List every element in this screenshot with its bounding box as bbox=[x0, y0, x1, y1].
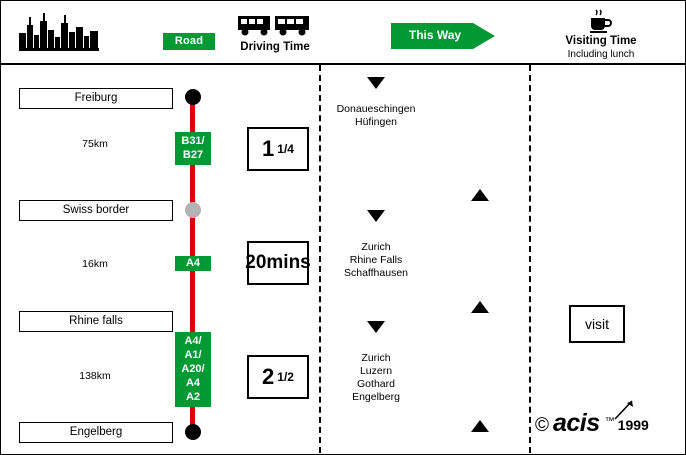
place-box: Engelberg bbox=[19, 422, 173, 443]
waypoint-group bbox=[301, 241, 451, 280]
waypoint-group bbox=[301, 352, 451, 404]
road-number-line: A2 bbox=[185, 391, 201, 403]
direction-arrow-down-icon bbox=[367, 321, 385, 333]
driving-time-box bbox=[247, 355, 309, 399]
waypoint-label: Hüfingen bbox=[354, 116, 398, 128]
road-number-line: A4 bbox=[185, 377, 201, 389]
road-number-chip: A4 bbox=[175, 256, 211, 271]
waypoint-label: Schaffhausen bbox=[343, 267, 409, 279]
direction-arrow-up-icon bbox=[471, 189, 489, 201]
waypoint-label: Rhine Falls bbox=[349, 254, 403, 266]
trademark-symbol: ™ bbox=[604, 416, 615, 427]
place-box: Rhine falls bbox=[19, 311, 173, 332]
direction-arrow-down-icon bbox=[367, 210, 385, 222]
place-box: Swiss border bbox=[19, 200, 173, 221]
route-node-border bbox=[185, 202, 201, 218]
waypoint-group bbox=[301, 103, 451, 129]
direction-arrow-up-icon bbox=[471, 420, 489, 432]
waypoint-label: Gothard bbox=[357, 378, 395, 390]
route-node-end bbox=[185, 424, 201, 440]
driving-time-box bbox=[247, 127, 309, 171]
this-way-label: This Way bbox=[408, 28, 462, 42]
road-number-chip bbox=[175, 332, 211, 407]
brand-mark-icon bbox=[613, 399, 635, 421]
driving-time-fraction: 1/2 bbox=[277, 370, 294, 384]
copyright-symbol: © bbox=[535, 415, 549, 436]
column-separator-thisway-visit bbox=[529, 65, 531, 453]
coffee-cup-icon bbox=[587, 9, 613, 35]
visit-box bbox=[569, 305, 625, 343]
visiting-time-sublabel: Including lunch bbox=[567, 49, 635, 60]
distance-label: 138km bbox=[79, 370, 111, 382]
distance-label: 75km bbox=[82, 138, 108, 150]
bus-icon bbox=[237, 13, 311, 37]
road-number-line: A20/ bbox=[181, 363, 205, 375]
route-node-start bbox=[185, 89, 201, 105]
road-number-line: B27 bbox=[182, 149, 204, 161]
waypoint-label: Zurich bbox=[361, 241, 391, 253]
waypoint-label: Luzern bbox=[359, 365, 393, 377]
direction-arrow-up-icon bbox=[471, 301, 489, 313]
city-skyline-icon bbox=[19, 11, 99, 51]
road-number-chip bbox=[175, 132, 211, 165]
waypoint-label: Engelberg bbox=[352, 391, 400, 403]
road-number-line: B31/ bbox=[181, 135, 205, 147]
driving-time-column-label: Driving Time bbox=[240, 41, 310, 53]
road-number-line: A1/ bbox=[184, 349, 202, 361]
driving-time-hours: 1 bbox=[262, 136, 275, 161]
brand-year: 1999 bbox=[617, 417, 649, 433]
driving-time-fraction: 1/4 bbox=[277, 142, 294, 156]
road-column-badge: Road bbox=[163, 33, 215, 50]
header bbox=[1, 1, 685, 63]
driving-time-hours: 2 bbox=[262, 364, 275, 389]
brand-name: acis bbox=[553, 409, 600, 437]
visiting-time-column-label: Visiting Time bbox=[565, 35, 637, 47]
header-divider bbox=[1, 63, 685, 65]
waypoint-label: Zurich bbox=[361, 352, 391, 364]
waypoint-label: Donaueschingen bbox=[336, 103, 416, 115]
visit-label: visit bbox=[584, 316, 610, 332]
road-number-line: A4/ bbox=[184, 335, 202, 347]
driving-time-box bbox=[247, 241, 309, 285]
distance-label: 16km bbox=[82, 258, 108, 270]
driving-time-minutes: 20mins bbox=[245, 252, 311, 273]
direction-arrow-down-icon bbox=[367, 77, 385, 89]
place-box: Freiburg bbox=[19, 88, 173, 109]
